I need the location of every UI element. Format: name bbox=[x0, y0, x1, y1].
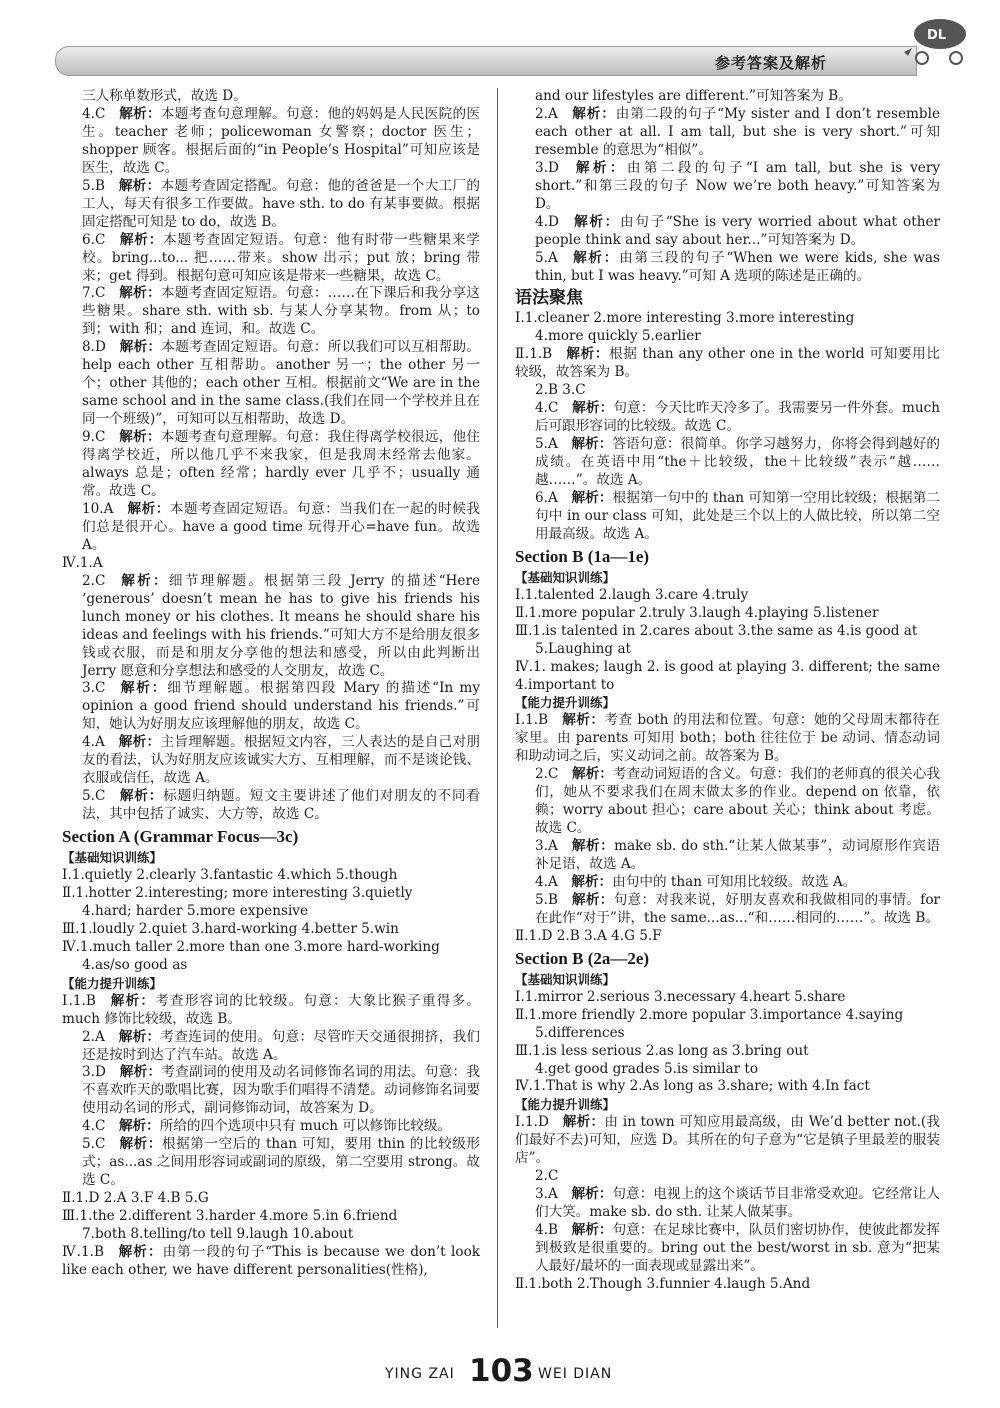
answer-item bbox=[515, 1222, 940, 1276]
answer-line: 7.both 8.telling/to tell 9.laugh 10.about bbox=[82, 1226, 354, 1243]
answer-number: 4.B bbox=[535, 1222, 558, 1239]
answer-number: Ⅰ.1.B bbox=[62, 992, 96, 1009]
answer-line: Ⅱ.1.more friendly 2.more popular 3.importance 4.saying bbox=[515, 1006, 904, 1023]
answer-number: 5.A bbox=[535, 436, 558, 453]
analysis-label: 解析： bbox=[118, 788, 164, 805]
analysis-text: 本题考查固定短语。句意：所以我们可以互相帮助。help each other 互相帮助。another 另一；the other 另一个；other 其他的；each other 互相。根据前文“We are in the same school and in the same class.(我们在同一个学校并且在同一个班级)”，可知可以互相帮助，故选 D。 bbox=[82, 339, 481, 428]
analysis-label: 解析： bbox=[561, 712, 605, 729]
analysis-text: 考查动词短语的含义。句意：我们的老师真的很关心我们，她从不要求我们在周末做太多的作业。depend on 依靠，依赖；worry about 担心；care about 关心；think about 考虑。故选 C。 bbox=[535, 766, 941, 837]
analysis-text: 由句中的 than 可知用比较级。故选 A。 bbox=[612, 873, 857, 890]
page-footer bbox=[0, 1352, 1000, 1392]
analysis-text: 句意：电视上的这个谈话节目非常受欢迎。它经常让人们大笑。make sb. do sth. 让某人做某事。 bbox=[535, 1186, 940, 1221]
analysis-text: 由第二段的句子“My sister and I don’t resemble each other at all. I am tall, but she is very short.”可知 resemble 的意思为“相似”。 bbox=[535, 105, 940, 158]
answer-line: 2.B 3.C bbox=[535, 382, 586, 399]
header-banner bbox=[55, 40, 970, 80]
answer-item bbox=[62, 1244, 480, 1280]
section-tag: 【能力提升训练】 bbox=[515, 1097, 616, 1113]
answer-item bbox=[62, 339, 480, 429]
analysis-label: 解析： bbox=[571, 249, 620, 266]
section-tag: 【基础知识训练】 bbox=[62, 850, 163, 866]
answer-line: Ⅲ.1.is talented in 2.cares about 3.the same as 4.is good at bbox=[515, 622, 918, 639]
answer-number: 3.D bbox=[82, 1064, 106, 1081]
analysis-text: 考查连词的使用。句意：尽管昨天交通很拥挤，我们还是按时到达了汽车站。故选 A。 bbox=[82, 1028, 481, 1063]
answer-line: Ⅱ.1.D 2.B 3.A 4.G 5.F bbox=[515, 927, 662, 944]
column-divider bbox=[497, 88, 498, 1328]
answer-number: 8.D bbox=[82, 339, 106, 356]
answer-item bbox=[62, 232, 480, 286]
answer-item bbox=[515, 838, 940, 874]
analysis-text: 由句子“She is very worried about what other people think and say about her...”可知答案为 D。 bbox=[535, 213, 940, 248]
answer-line: Ⅰ.1.quietly 2.clearly 3.fantastic 4.which 5.though bbox=[62, 866, 398, 883]
answer-number: 2.C bbox=[535, 766, 559, 783]
answer-item bbox=[62, 501, 480, 555]
analysis-text: 根据 than any other one in the world 可知要用比较级，故答案为 B。 bbox=[515, 346, 940, 381]
answer-number: 2.A bbox=[535, 105, 558, 122]
answer-item bbox=[515, 214, 940, 250]
right-column bbox=[515, 88, 940, 1294]
answer-item bbox=[515, 490, 940, 544]
analysis-text: 根据第一句中的 than 可知第一空用比较级；根据第二句中 in our class 可知，此处是三个以上的人做比较，所以第二空用最高级。故选 A。 bbox=[535, 489, 940, 542]
answer-item bbox=[62, 1136, 480, 1190]
answer-number: 4.A bbox=[82, 734, 105, 751]
answer-line: Ⅲ.1.the 2.different 3.harder 4.more 5.in 6.friend bbox=[62, 1208, 398, 1225]
answer-item bbox=[515, 712, 940, 766]
analysis-label: 解析： bbox=[571, 105, 616, 122]
analysis-label: 解析： bbox=[118, 1136, 162, 1153]
analysis-label: 解析： bbox=[118, 572, 169, 589]
answer-line: Ⅳ.1.That is why 2.As long as 3.share; with 4.In fact bbox=[515, 1078, 870, 1095]
analysis-text: 本题考查固定短语。句意：当我们在一起的时候我们总是很开心。have a good time 玩得开心=have fun。故选 A。 bbox=[82, 500, 481, 553]
analysis-label: 解析： bbox=[118, 429, 161, 446]
answer-line: Ⅰ.1.mirror 2.serious 3.necessary 4.heart 5.share bbox=[515, 988, 846, 1005]
analysis-label: 解析： bbox=[572, 213, 620, 230]
analysis-label: 解析： bbox=[562, 1114, 605, 1131]
section-heading: Section A (Grammar Focus—3c) bbox=[62, 827, 299, 847]
answer-item bbox=[62, 285, 480, 339]
analysis-text: 考查 both 的用法和位置。句意：她的父母周末都待在家里。由 parents 可知用 both；both 往往位于 be 动词、情态动词和助动词之后，实义动词之前。故答案为 B。 bbox=[515, 712, 940, 765]
answer-number: Ⅳ.1.B bbox=[62, 1244, 104, 1260]
analysis-text: 由第三段的句子“When we were kids, she was thin, but I was heavy.”可知 A 选项的陈述是正确的。 bbox=[535, 249, 941, 284]
analysis-label: 解析： bbox=[572, 159, 627, 176]
answer-number: Ⅰ.1.B bbox=[515, 712, 549, 729]
answer-item bbox=[515, 892, 940, 928]
answer-number: 5.B bbox=[535, 891, 558, 908]
analysis-label: 解析： bbox=[571, 766, 613, 783]
answer-line: 5.differences bbox=[535, 1024, 625, 1041]
page-number: 103 bbox=[469, 1353, 534, 1389]
answer-line: Ⅰ.1.cleaner 2.more interesting 3.more interesting bbox=[515, 310, 855, 327]
answer-item bbox=[62, 106, 480, 178]
answer-item bbox=[62, 1029, 480, 1065]
answer-line: and our lifestyles are different.”可知答案为 B。 bbox=[535, 88, 852, 104]
answer-number: 6.A bbox=[535, 489, 558, 506]
analysis-text: 由第二段的句子“I am tall, but she is very short.”和第三段的句子 Now we’re both heavy.”可知答案为 D。 bbox=[535, 159, 941, 212]
analysis-text: 由第一段的句子“This is because we don’t look like each other, we have different personalities(性格), bbox=[62, 1244, 480, 1278]
analysis-text: 根据第一空后的 than 可知，要用 thin 的比较级形式；as...as 之间用形容词或副词的原级，第二空要用 strong。故选 C。 bbox=[82, 1136, 480, 1189]
answer-item bbox=[62, 429, 480, 501]
analysis-label: 解析： bbox=[117, 1244, 163, 1260]
answer-line: 4.get good grades 5.is similar to bbox=[535, 1060, 759, 1077]
analysis-text: 本题考查固定搭配。句意：他的爸爸是一个大工厂的工人，每天有很多工作要做。have sth. to do 有某事要做。根据固定搭配可知是 to do，故选 B。 bbox=[82, 177, 481, 230]
analysis-label: 解析： bbox=[118, 231, 164, 248]
answer-item bbox=[62, 1064, 480, 1118]
answer-number: 10.A bbox=[82, 500, 114, 517]
answer-line: Ⅰ.1.talented 2.laugh 3.care 4.truly bbox=[515, 586, 749, 603]
header-title: 参考答案及解析 bbox=[715, 54, 828, 72]
analysis-text: 本题考查固定短语。句意：他有时带一些糖果来学校。bring...to... 把……带来。show 出示；put 放；bring 带来；get 得到。根据句意可知应该是带来一些糖果，故选 C。 bbox=[82, 231, 480, 284]
analysis-label: 解析： bbox=[118, 1118, 160, 1135]
answer-line: Ⅱ.1.both 2.Though 3.funnier 4.laugh 5.And bbox=[515, 1275, 811, 1292]
answer-line: 三人称单数形式，故选 D。 bbox=[82, 88, 247, 104]
analysis-text: 句意：对我来说，好朋友喜欢和我做相同的事情。for 在此作“对于”讲，the same...as...“和……相同的……”。故选 B。 bbox=[535, 891, 941, 926]
analysis-text: 句意：在足球比赛中，队员们密切协作，使彼此都发挥到极致是很重要的。bring out the best/worst in sb. 意为“把某人最好/最坏的一面表现或显露出来”。 bbox=[535, 1222, 941, 1274]
answer-line: 4.as/so good as bbox=[82, 956, 188, 973]
analysis-label: 解析： bbox=[565, 346, 610, 363]
analysis-label: 解析： bbox=[109, 992, 156, 1009]
analysis-label: 解析： bbox=[118, 105, 161, 122]
answer-item bbox=[515, 160, 940, 214]
section-heading: Section B (1a—1e) bbox=[515, 546, 650, 566]
analysis-label: 解析： bbox=[119, 1064, 162, 1081]
section-tag: 【基础知识训练】 bbox=[515, 971, 616, 987]
answer-number: Ⅱ.1.B bbox=[515, 346, 553, 363]
answer-number: 7.C bbox=[82, 285, 106, 302]
analysis-label: 解析： bbox=[119, 339, 162, 356]
analysis-label: 解析： bbox=[571, 1186, 613, 1203]
analysis-text: 所给的四个选项中只有 much 可以修饰比较级。 bbox=[159, 1118, 452, 1135]
answer-number: 4.D bbox=[535, 213, 559, 230]
answer-item bbox=[62, 178, 480, 232]
answer-number: 4.C bbox=[82, 105, 106, 122]
answer-line: Ⅱ.1.D 2.A 3.F 4.B 5.G bbox=[62, 1190, 209, 1207]
svg-text:DL: DL bbox=[927, 28, 947, 43]
analysis-label: 解析： bbox=[571, 1222, 613, 1239]
answer-item bbox=[515, 1114, 940, 1168]
analysis-text: 句意：今天比昨天冷多了。我需要另一件外套。much 后可跟形容词的比较级。故选 C。 bbox=[535, 400, 941, 435]
analysis-label: 解析： bbox=[118, 177, 161, 194]
answer-item bbox=[515, 766, 940, 838]
analysis-label: 解析： bbox=[571, 891, 614, 908]
analysis-label: 解析： bbox=[118, 734, 161, 751]
analysis-text: 主旨理解题。根据短文内容，三人表达的是自己对朋友的看法，认为好朋友应该诚实大方、互相理解，而不是谈论钱、衣服或信任，故选 A。 bbox=[82, 734, 481, 787]
answer-line: 4.more quickly 5.earlier bbox=[535, 328, 701, 345]
left-column bbox=[62, 88, 480, 1280]
answer-item bbox=[62, 680, 480, 734]
analysis-text: 答语句意：很简单。你学习越努力，你将会得到越好的成绩。在英语中用“the＋比较级，the＋比较级”表示“越……越……”。故选 A。 bbox=[535, 436, 940, 489]
footer-left-text: YING ZAI bbox=[385, 1366, 455, 1382]
answer-number: 5.A bbox=[535, 249, 558, 266]
answer-item bbox=[62, 573, 480, 681]
answer-item bbox=[515, 346, 940, 382]
answer-line: Ⅱ.1.more popular 2.truly 3.laugh 4.playing 5.listener bbox=[515, 604, 879, 621]
answer-number: 9.C bbox=[82, 429, 106, 446]
analysis-text: 本题考查句意理解。句意：我住得离学校很远，他住得离学校近，所以他几乎不来我家，但是我周末经常去他家。always 总是；often 经常；hardly ever 几乎不；usually 通常。故选 C。 bbox=[82, 429, 481, 499]
answer-number: 6.C bbox=[82, 231, 106, 248]
answer-line: Ⅳ.1.A bbox=[62, 554, 103, 571]
answer-line: Ⅲ.1.is less serious 2.as long as 3.bring out bbox=[515, 1042, 809, 1059]
analysis-text: 本题考查句意理解。句意：他的妈妈是人民医院的医生。teacher 老师；policewoman 女警察；doctor 医生；shopper 顾客。根据后面的“in People’s Hospital”可知应该是医生，故选 C。 bbox=[82, 105, 481, 176]
answer-item bbox=[515, 436, 940, 490]
answer-line: Ⅲ.1.loudly 2.quiet 3.hard-working 4.better 5.win bbox=[62, 920, 399, 937]
footer-right-text: WEI DIAN bbox=[538, 1366, 613, 1382]
answer-item bbox=[62, 1118, 480, 1136]
answer-item bbox=[62, 993, 480, 1029]
answer-item bbox=[515, 874, 940, 892]
logo-icon bbox=[900, 12, 980, 72]
answer-line: 4.hard; harder 5.more expensive bbox=[82, 902, 309, 919]
answer-line: Ⅱ.1.hotter 2.interesting; more interesting 3.quietly bbox=[62, 884, 413, 901]
analysis-text: 标题归纳题。短文主要讲述了他们对朋友的不同看法，其中包括了诚实、大方等，故选 C。 bbox=[82, 788, 480, 823]
answer-item bbox=[62, 734, 480, 788]
section-heading: Section B (2a—2e) bbox=[515, 948, 650, 968]
answer-number: 3.C bbox=[82, 680, 106, 697]
answer-number: 3.D bbox=[535, 159, 559, 176]
analysis-text: 本题考查固定短语。句意：……在下课后和我分享这些糖果。share sth. with sb. 与某人分享某物。from 从；to 到；with 和；and 连词，和。故选 C。 bbox=[82, 285, 481, 338]
section-tag: 【能力提升训练】 bbox=[62, 975, 163, 991]
answer-line: Ⅳ.1.much taller 2.more than one 3.more hard-working bbox=[62, 938, 440, 955]
analysis-text: 细节理解题。根据第三段 Jerry 的描述“Here ‘generous’ doesn’t mean he has to give his friends his lunch money or his clothes. It means he should share his ideas and feelings with his friends.”可知大方不是给朋友很多钱或衣服，而是和朋友分享他的想法和感受，所以由此判断出 Jerry 愿意和分享想法和感受的人交朋友，故选 C。 bbox=[82, 572, 480, 679]
answer-number: Ⅰ.1.D bbox=[515, 1114, 549, 1131]
answer-item bbox=[62, 788, 480, 824]
answer-number: 5.C bbox=[82, 788, 106, 805]
answer-line: 2.C bbox=[535, 1168, 559, 1185]
answer-number: 2.C bbox=[82, 572, 106, 589]
answer-number: 3.A bbox=[535, 838, 558, 855]
analysis-label: 解析： bbox=[118, 680, 168, 697]
analysis-text: 细节理解题。根据第四段 Mary 的描述“In my opinion a good friend should understand his friends.”可知，她认为好朋友应该理解他的朋友，故选 C。 bbox=[82, 680, 480, 733]
answer-item bbox=[515, 1186, 940, 1222]
answer-number: 4.A bbox=[535, 873, 558, 890]
answer-number: 4.C bbox=[82, 1118, 106, 1135]
answer-number: 3.A bbox=[535, 1186, 558, 1203]
analysis-label: 解析： bbox=[571, 489, 613, 506]
analysis-label: 解析： bbox=[118, 1028, 161, 1045]
answer-item bbox=[515, 106, 940, 160]
answer-number: 2.A bbox=[82, 1028, 105, 1045]
answer-number: 5.C bbox=[82, 1136, 106, 1153]
analysis-label: 解析： bbox=[571, 436, 613, 453]
section-heading: 语法聚焦 bbox=[515, 288, 583, 308]
analysis-label: 解析： bbox=[127, 500, 170, 517]
analysis-label: 解析： bbox=[571, 873, 613, 890]
answer-line: 5.Laughing at bbox=[535, 640, 632, 657]
answer-item bbox=[515, 400, 940, 436]
analysis-text: 考查副词的使用及动名词修饰名词的用法。句意：我不喜欢昨天的歌唱比赛，因为歌手们唱得不清楚。动词修饰名词要使用动名词的形式，副词修饰动词，故答案为 D。 bbox=[82, 1064, 481, 1117]
analysis-text: 考查形容词的比较级。句意：大象比猴子重得多。much 修饰比较级，故选 B。 bbox=[62, 992, 481, 1027]
answer-item bbox=[515, 250, 940, 286]
answer-line: Ⅳ.1. makes; laugh 2. is good at playing 3. different; the same 4.important to bbox=[515, 658, 940, 693]
section-tag: 【能力提升训练】 bbox=[515, 695, 616, 711]
analysis-label: 解析： bbox=[118, 285, 161, 302]
answer-number: 5.B bbox=[82, 177, 105, 194]
answer-number: 4.C bbox=[535, 400, 559, 417]
analysis-text: 由 in town 可知应用最高级，由 We’d better not.(我们最好不去)可知，应选 D。其所在的句子意为“它是镇子里最差的服装店”。 bbox=[515, 1114, 941, 1167]
analysis-text: make sb. do sth.“让某人做某事”，动词原形作宾语补足语，故选 A。 bbox=[535, 838, 940, 873]
section-tag: 【基础知识训练】 bbox=[515, 569, 616, 585]
analysis-label: 解析： bbox=[571, 838, 615, 855]
analysis-label: 解析： bbox=[571, 400, 614, 417]
